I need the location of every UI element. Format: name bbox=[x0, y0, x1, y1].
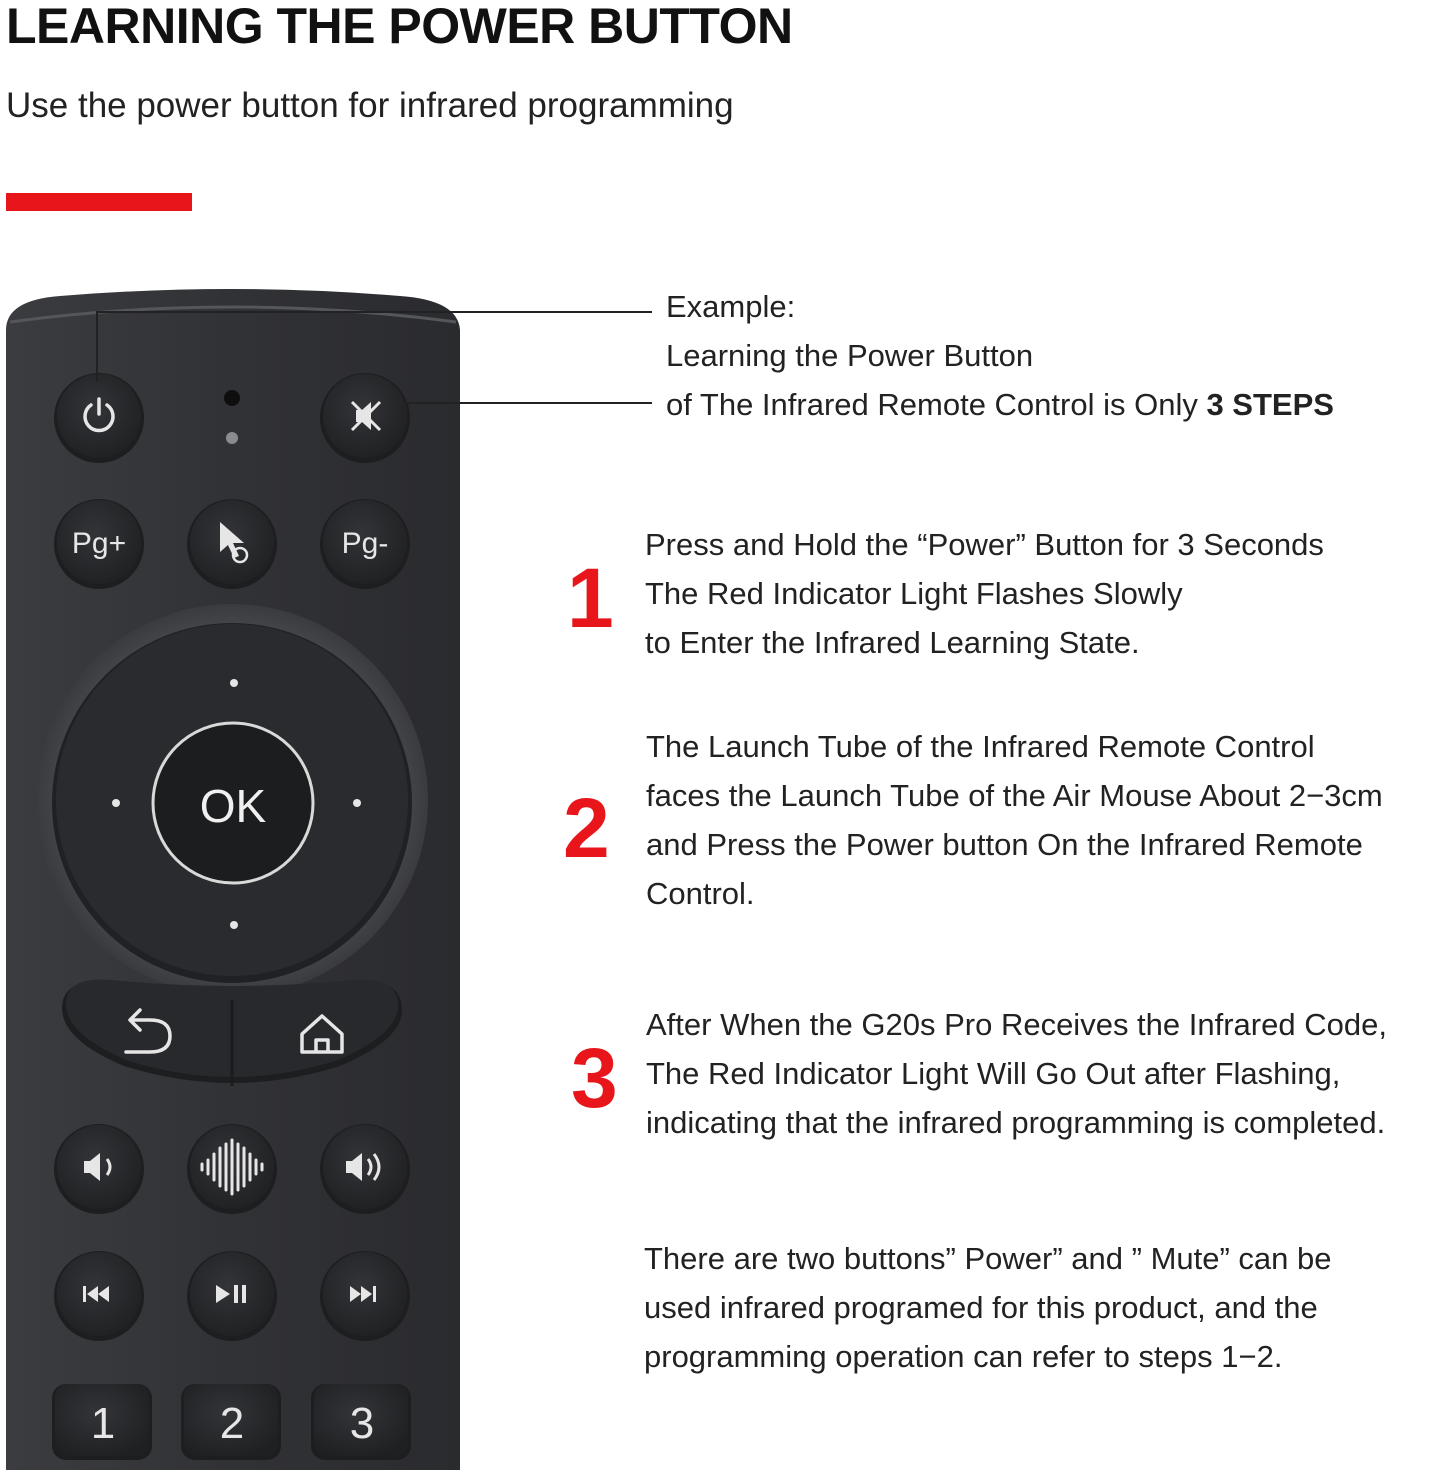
dpad-up-dot bbox=[230, 679, 238, 687]
power-button[interactable] bbox=[54, 373, 144, 463]
volume-down-button[interactable] bbox=[54, 1124, 144, 1214]
note-text bbox=[644, 1234, 1332, 1381]
step-2-line: and Press the Power button On the Infrared Remote bbox=[646, 827, 1363, 862]
page-down-button[interactable] bbox=[320, 499, 410, 589]
note-line: used infrared programed for this product, and the bbox=[644, 1290, 1318, 1325]
number-1-label: 1 bbox=[90, 1399, 116, 1448]
dpad-down-dot bbox=[230, 921, 238, 929]
accent-bar bbox=[6, 193, 192, 211]
page-down-label: Pg- bbox=[341, 527, 389, 560]
example-label: Example: bbox=[666, 289, 796, 324]
page-subtitle: Use the power button for infrared programming bbox=[6, 86, 734, 125]
page-up-label: Pg+ bbox=[71, 527, 127, 560]
mute-callout-line bbox=[405, 402, 652, 404]
step-2-line: The Launch Tube of the Infrared Remote Control bbox=[646, 729, 1315, 764]
note-line: programming operation can refer to steps 1−2. bbox=[644, 1339, 1283, 1374]
number-2-label: 2 bbox=[219, 1399, 245, 1448]
number-2-button[interactable] bbox=[181, 1384, 281, 1460]
step-2-number: 2 bbox=[563, 781, 610, 875]
next-button[interactable] bbox=[320, 1251, 410, 1341]
step-1-line: Press and Hold the “Power” Button for 3 Seconds bbox=[645, 527, 1324, 562]
example-line-3: of The Infrared Remote Control is Only 3 STEPS bbox=[666, 387, 1334, 422]
step-1-number: 1 bbox=[567, 551, 614, 645]
ok-label: OK bbox=[199, 780, 267, 832]
step-2-text bbox=[646, 722, 1383, 918]
volume-up-button[interactable] bbox=[320, 1124, 410, 1214]
step-1-line: The Red Indicator Light Flashes Slowly bbox=[645, 576, 1183, 611]
step-3-line: indicating that the infrared programming is completed. bbox=[646, 1105, 1386, 1140]
power-callout-vertical bbox=[96, 312, 98, 382]
step-3-line: The Red Indicator Light Will Go Out after Flashing, bbox=[646, 1056, 1341, 1091]
mute-button[interactable] bbox=[320, 373, 410, 463]
page-title: LEARNING THE POWER BUTTON bbox=[6, 0, 793, 54]
ok-button[interactable] bbox=[153, 723, 313, 883]
play-pause-button[interactable] bbox=[187, 1251, 277, 1341]
step-3-text bbox=[646, 1000, 1387, 1147]
step-3-line: After When the G20s Pro Receives the Infrared Code, bbox=[646, 1007, 1387, 1042]
number-3-label: 3 bbox=[349, 1399, 375, 1448]
indicator-light bbox=[226, 432, 238, 444]
dpad-left-dot bbox=[112, 799, 120, 807]
step-3-number: 3 bbox=[571, 1031, 618, 1125]
note-line: There are two buttons” Power” and ” Mute” can be bbox=[644, 1241, 1332, 1276]
step-2-line: faces the Launch Tube of the Air Mouse About 2−3cm bbox=[646, 778, 1383, 813]
ir-sensor bbox=[224, 390, 240, 406]
voice-button[interactable] bbox=[187, 1124, 277, 1214]
power-callout-line bbox=[96, 311, 652, 313]
page-up-button[interactable] bbox=[54, 499, 144, 589]
step-1-text bbox=[645, 520, 1324, 667]
example-block bbox=[666, 282, 1334, 429]
example-line-2: Learning the Power Button bbox=[666, 338, 1034, 373]
mouse-mode-button[interactable] bbox=[187, 499, 277, 589]
remote-control-illustration bbox=[0, 280, 470, 1470]
previous-button[interactable] bbox=[54, 1251, 144, 1341]
steps-count: 3 STEPS bbox=[1206, 387, 1334, 422]
number-3-button[interactable] bbox=[311, 1384, 411, 1460]
step-1-line: to Enter the Infrared Learning State. bbox=[645, 625, 1140, 660]
step-2-line: Control. bbox=[646, 876, 755, 911]
dpad-right-dot bbox=[353, 799, 361, 807]
number-1-button[interactable] bbox=[52, 1384, 152, 1460]
